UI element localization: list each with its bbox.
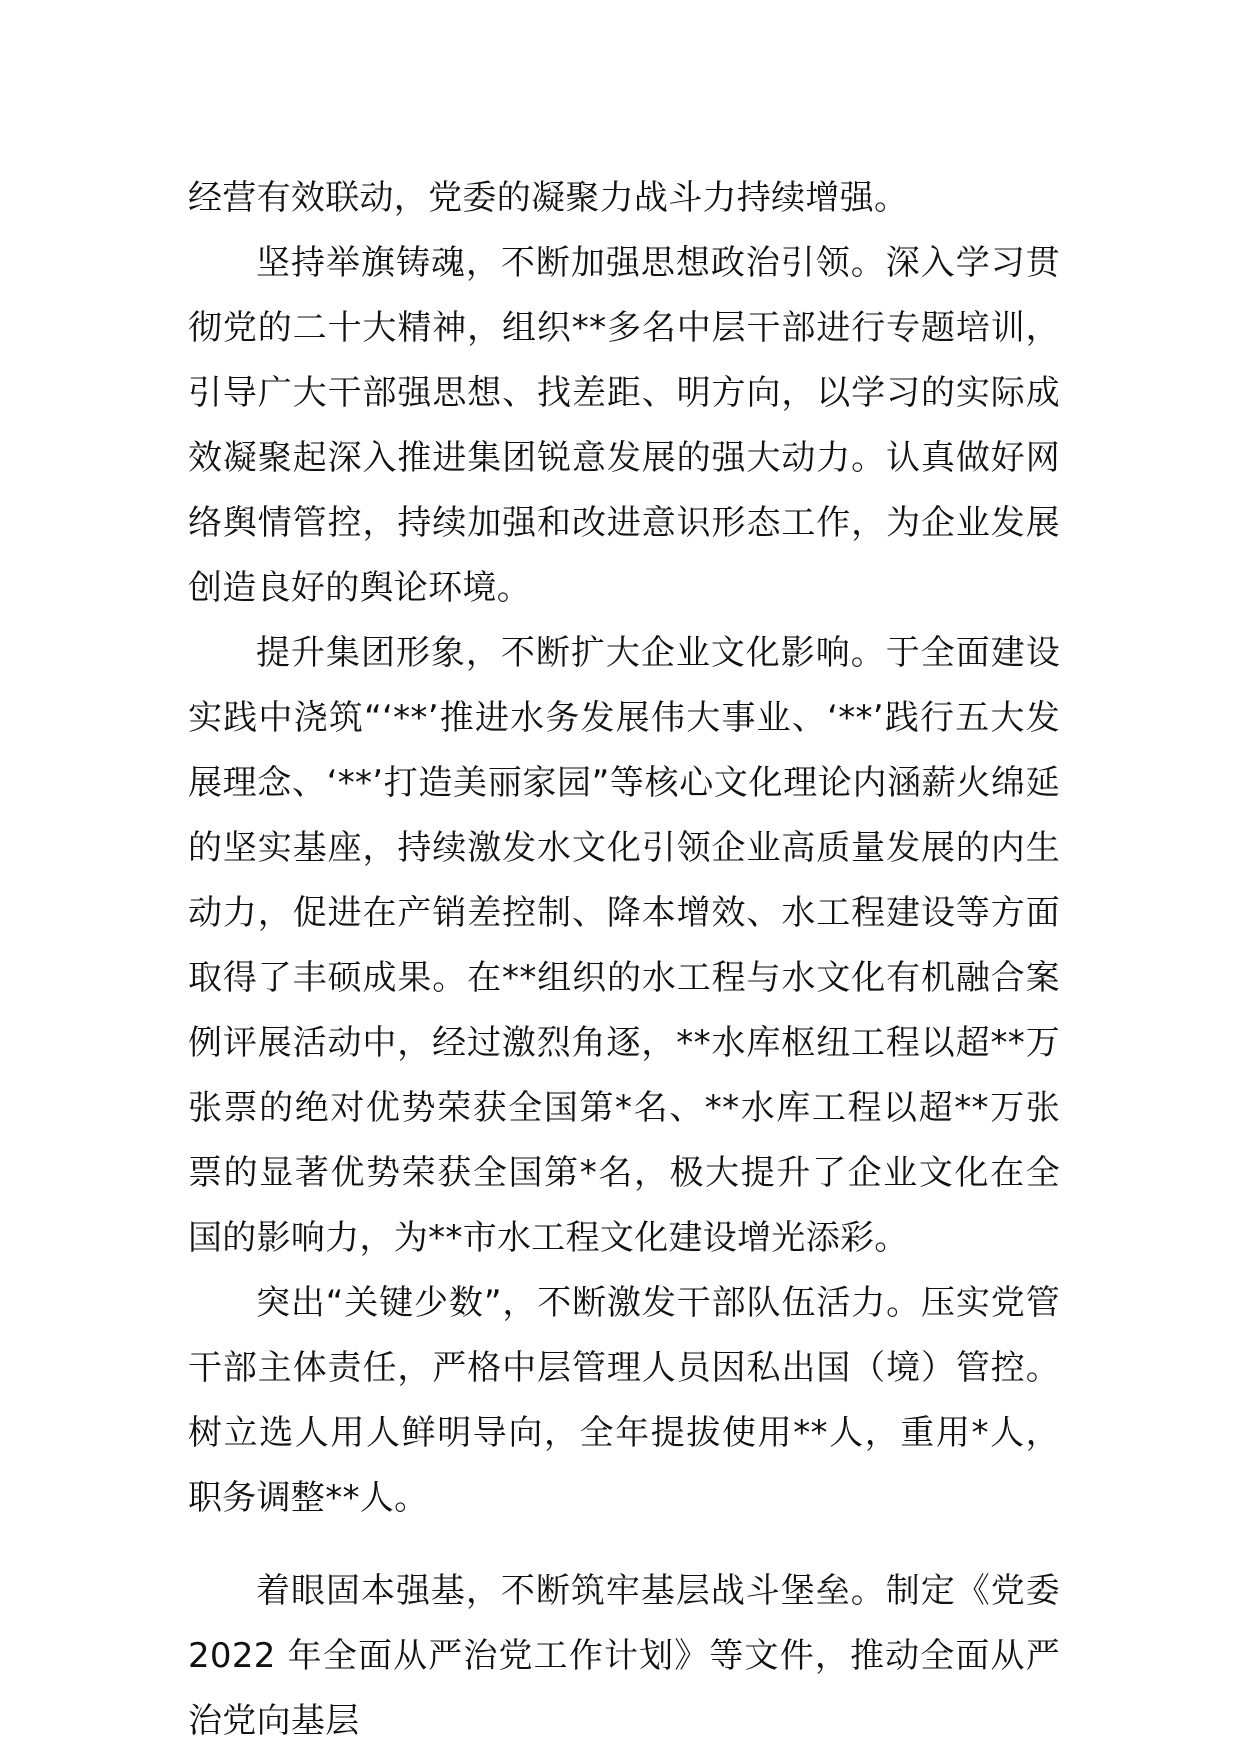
paragraph-corporate-culture: 提升集团形象，不断扩大企业文化影响。于全面建设实践中浇筑“‘**’推进水务发展伟大事业、‘**’践行五大发展理念、‘**’打造美丽家园”等核心文化理论内涵薪火绵延的坚实基座，持续激发水文化引领企业高质量发展的内生动力，促进在产销差控制、降本增效、水工程建设等方面取得了丰硕成果。在**组织的水工程与水文化有机融合案例评展活动中，经过激烈角逐，**水库枢纽工程以超**万张票的绝对优势荣获全国第*名、**水库工程以超**万张票的显著优势荣获全国第*名，极大提升了企业文化在全国的影响力，为**市水工程文化建设增光添彩。 [188, 633, 1060, 1258]
paragraph-cadre-team: 突出“关键少数”，不断激发干部队伍活力。压实党管干部主体责任，严格中层管理人员因私出国（境）管控。树立选人用人鲜明导向，全年提拔使用**人，重用*人，职务调整**人。 [188, 1283, 1060, 1518]
paragraph-continuation: 经营有效联动，党委的凝聚力战斗力持续增强。 [188, 178, 909, 218]
document-body [188, 166, 1060, 1754]
paragraph-grassroots: 着眼固本强基，不断筑牢基层战斗堡垒。制定《党委 2022 年全面从严治党工作计划》等文件，推动全面从严治党向基层 [188, 1571, 1060, 1741]
paragraph-ideological-guidance: 坚持举旗铸魂，不断加强思想政治引领。深入学习贯彻党的二十大精神，组织**多名中层干部进行专题培训，引导广大干部强思想、找差距、明方向，以学习的实际成效凝聚起深入推进集团锐意发展的强大动力。认真做好网络舆情管控，持续加强和改进意识形态工作，为企业发展创造良好的舆论环境。 [188, 243, 1060, 608]
